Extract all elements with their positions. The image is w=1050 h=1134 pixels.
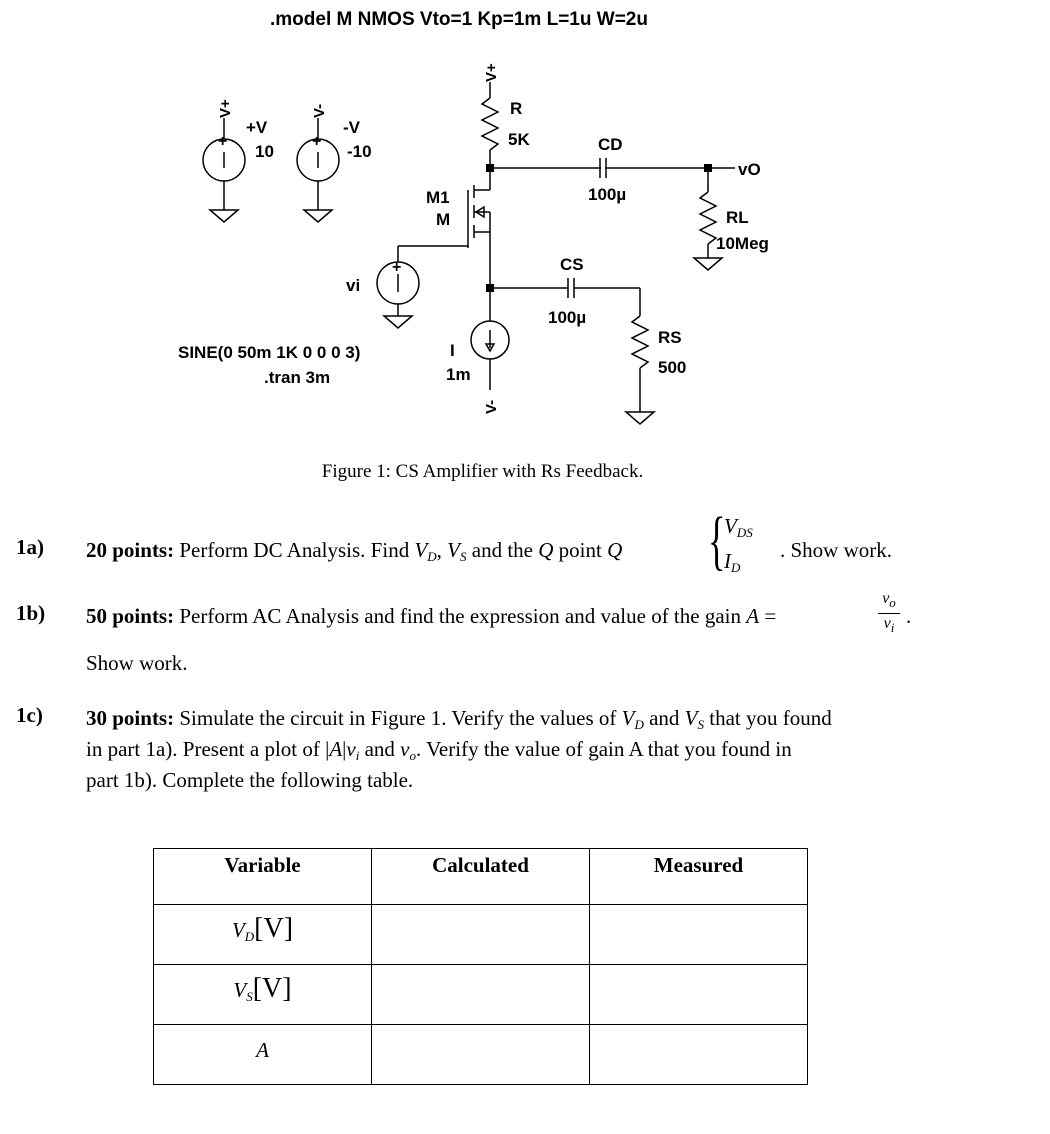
- q1a-label: 1a): [16, 535, 44, 559]
- q1b-show-work: Show work.: [86, 651, 188, 675]
- variable-cell: $V_D[V]$: [154, 905, 372, 965]
- q1b-text: 50 points: Perform AC Analysis and find the expression and value of the gain A =: [86, 604, 777, 628]
- q1c-line-3: part 1b). Complete the following table.: [86, 768, 414, 792]
- q1c-label: 1c): [16, 703, 43, 727]
- output-node-dot: [704, 164, 712, 172]
- q1a-show-work: . Show work.: [780, 538, 893, 562]
- r-value: 5K: [508, 130, 530, 149]
- r-name: R: [510, 99, 523, 118]
- table-row: [154, 1025, 808, 1085]
- q1b-points: 50 points:: [86, 604, 175, 628]
- gain-fraction: $v_o$ $v_i$: [878, 590, 900, 637]
- results-table: [153, 848, 808, 1085]
- q1c-points: 30 points:: [86, 706, 175, 730]
- vi-plus-sign: +: [392, 259, 402, 276]
- rl-name: RL: [726, 208, 749, 227]
- source-supply-net-label: V-: [483, 399, 500, 414]
- measured-cell[interactable]: [590, 905, 808, 965]
- rs-name: RS: [658, 328, 682, 347]
- vminus-value: -10: [347, 142, 372, 161]
- cd-name: CD: [598, 135, 623, 154]
- measured-cell[interactable]: [590, 965, 808, 1025]
- i-value: 1m: [446, 365, 471, 384]
- header-measured: Measured: [590, 849, 808, 905]
- figure-caption: Figure 1: CS Amplifier with Rs Feedback.: [321, 461, 644, 482]
- vminus-label: -V: [343, 118, 360, 137]
- drain-node-dot: [486, 164, 494, 172]
- source-node-dot: [486, 284, 494, 292]
- tran-directive: .tran 3m: [264, 368, 331, 387]
- vo-label: vO: [738, 160, 761, 179]
- q-point-brace: {: [708, 504, 726, 577]
- vminus-plus-sign: +: [312, 133, 322, 150]
- q1c-line-2: in part 1a). Present a plot of $|A|v_i$ and $v_o$. Verify the value of gain A that you found in: [86, 737, 792, 763]
- vplus-plus-sign: +: [218, 133, 228, 150]
- q1b-label: 1b): [16, 601, 46, 625]
- rs-value: 500: [658, 358, 687, 377]
- calculated-cell[interactable]: [372, 965, 590, 1025]
- calculated-cell[interactable]: [372, 905, 590, 965]
- header-variable: Variable: [154, 849, 372, 905]
- i-name: I: [450, 341, 455, 360]
- table-row: [154, 965, 808, 1025]
- measured-cell[interactable]: [590, 1025, 808, 1085]
- rl-value: 10Meg: [716, 234, 769, 253]
- vminus-net-label: V-: [311, 103, 328, 118]
- sine-spec: SINE(0 50m 1K 0 0 0 3): [178, 343, 361, 362]
- drain-supply-net-label: V+: [483, 63, 500, 82]
- vplus-net-label: V+: [217, 99, 234, 118]
- cd-value: 100µ: [588, 185, 627, 204]
- q1b-period: .: [906, 604, 912, 628]
- table-header-row: [154, 849, 808, 905]
- variable-cell: A: [154, 1025, 372, 1085]
- cs-value: 100µ: [548, 308, 587, 327]
- header-calculated: Calculated: [372, 849, 590, 905]
- variable-cell: $V_S[V]$: [154, 965, 372, 1025]
- q1c-line-1: 30 points: Simulate the circuit in Figure 1. Verify the values of $V_D$ and $V_S$ that you found: [86, 706, 832, 732]
- vi-label: vi: [346, 276, 361, 295]
- table-row: [154, 905, 808, 965]
- vplus-label: +V: [246, 118, 268, 137]
- vplus-value: 10: [255, 142, 274, 161]
- model-directive: .model M NMOS Vto=1 Kp=1m L=1u W=2u: [270, 9, 648, 30]
- transistor-model: M: [436, 210, 451, 229]
- transistor-name: M1: [426, 188, 450, 207]
- q-point-stack: $V_{DS}$ $I_D$: [724, 514, 753, 575]
- cs-name: CS: [560, 255, 584, 274]
- circuit-schematic: [0, 0, 1050, 470]
- q1a-points: 20 points:: [86, 538, 175, 562]
- q1a-text: 20 points: Perform DC Analysis. Find $V_D$, $V_S$ and the Q point Q: [86, 538, 623, 564]
- calculated-cell[interactable]: [372, 1025, 590, 1085]
